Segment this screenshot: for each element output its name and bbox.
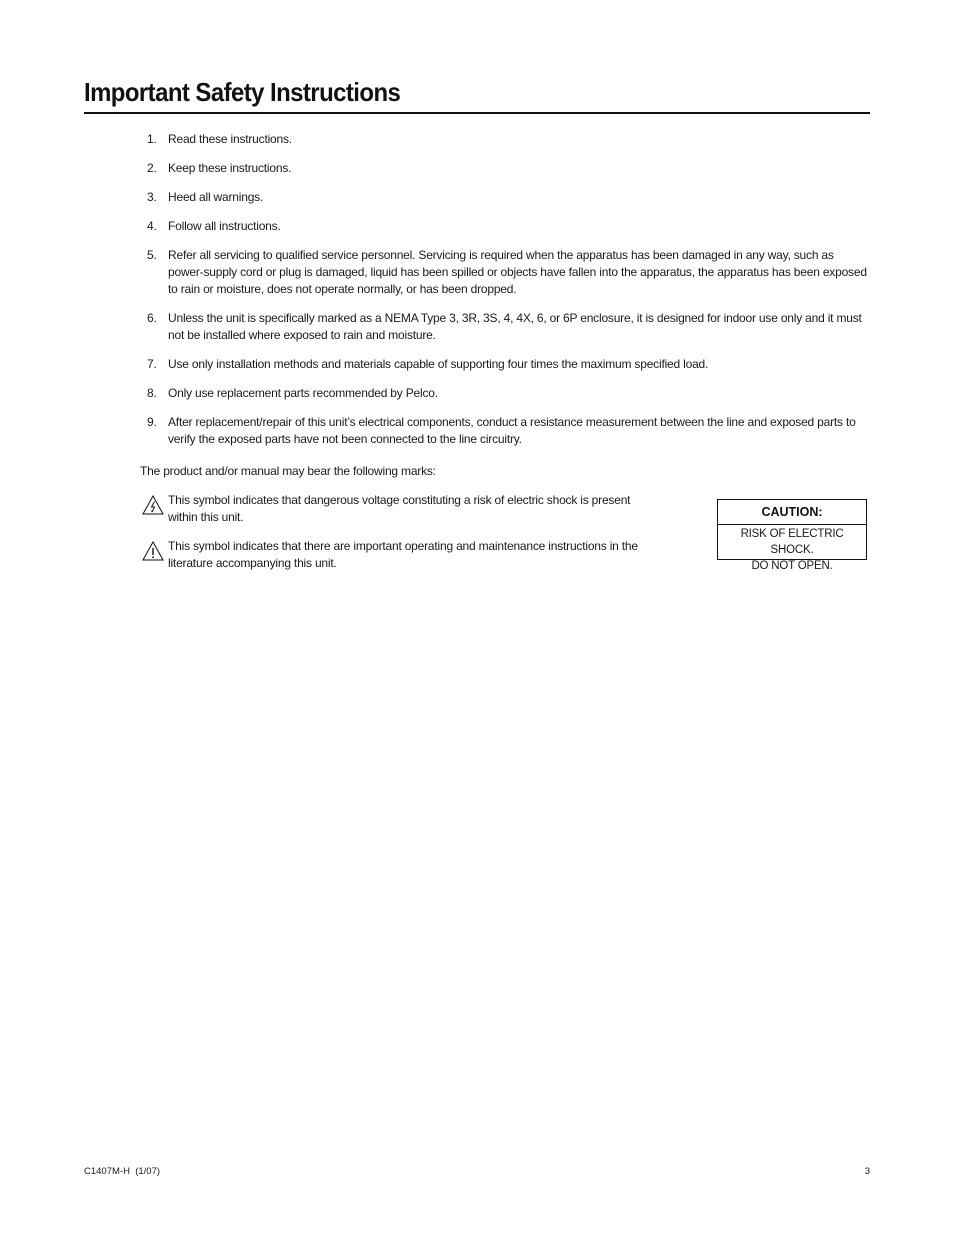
marks-intro: The product and/or manual may bear the following marks: (140, 464, 436, 478)
list-item (140, 356, 870, 373)
list-item (140, 310, 870, 344)
list-item-text: After replacement/repair of this unit’s electrical components, conduct a resistance measurement between the line and exposed parts to verify the exposed parts have not been connected to the line circuitry. (168, 415, 856, 446)
footer-doc-code: C1407M-H (1/07) (84, 1166, 161, 1177)
list-item-text: Keep these instructions. (168, 161, 292, 175)
list-item-number: 7. (147, 357, 157, 371)
list-item-text: Only use replacement parts recommended by Pelco. (168, 386, 438, 400)
list-item-number: 8. (147, 386, 157, 400)
footer-page-number: 3 (864, 1166, 870, 1177)
instruction-list (140, 131, 870, 460)
list-item-text: Read these instructions. (168, 132, 292, 146)
list-item (140, 247, 870, 298)
list-item (140, 414, 870, 448)
title-divider (84, 112, 870, 114)
caution-body (718, 525, 866, 574)
list-item (140, 218, 870, 235)
symbol-description: This symbol indicates that dangerous voltage constituting a risk of electric shock is present within this unit. (168, 493, 631, 524)
list-item-number: 3. (147, 190, 157, 204)
caution-line: DO NOT OPEN. (751, 560, 833, 572)
caution-label (717, 499, 867, 572)
list-item (140, 160, 870, 177)
list-item-number: 1. (147, 132, 157, 146)
caution-line: RISK OF ELECTRIC SHOCK. (740, 528, 844, 556)
list-item-text: Unless the unit is specifically marked as a NEMA Type 3, 3R, 3S, 4, 4X, 6, or 6P enclosure, it is designed for indoor use only and it must not be installed where exposed to rain and moisture. (168, 311, 862, 342)
exclamation-triangle-icon (142, 541, 164, 561)
list-item-number: 6. (147, 311, 157, 325)
list-item-text: Follow all instructions. (168, 219, 281, 233)
list-item-text: Use only installation methods and materials capable of supporting four times the maximum specified load. (168, 357, 709, 371)
list-item-text: Heed all warnings. (168, 190, 264, 204)
list-item-text: Refer all servicing to qualified service personnel. Servicing is required when the apparatus has been damaged in any way, such as power-supply cord or plug is damaged, liquid has been spilled or objects have fallen into the apparatus, the apparatus has been exposed to rain or moisture, does not operate normally, or has been dropped. (168, 248, 867, 296)
caution-heading: CAUTION: (718, 500, 866, 525)
page-title: Important Safety Instructions (84, 77, 401, 107)
list-item-number: 9. (147, 415, 157, 429)
list-item-number: 2. (147, 161, 157, 175)
list-item (140, 131, 870, 148)
list-item-number: 5. (147, 248, 157, 262)
list-item-number: 4. (147, 219, 157, 233)
list-item (140, 385, 870, 402)
list-item (140, 189, 870, 206)
symbol-description: This symbol indicates that there are important operating and maintenance instructions in the literature accompanying this unit. (168, 539, 638, 570)
lightning-triangle-icon (142, 495, 164, 515)
